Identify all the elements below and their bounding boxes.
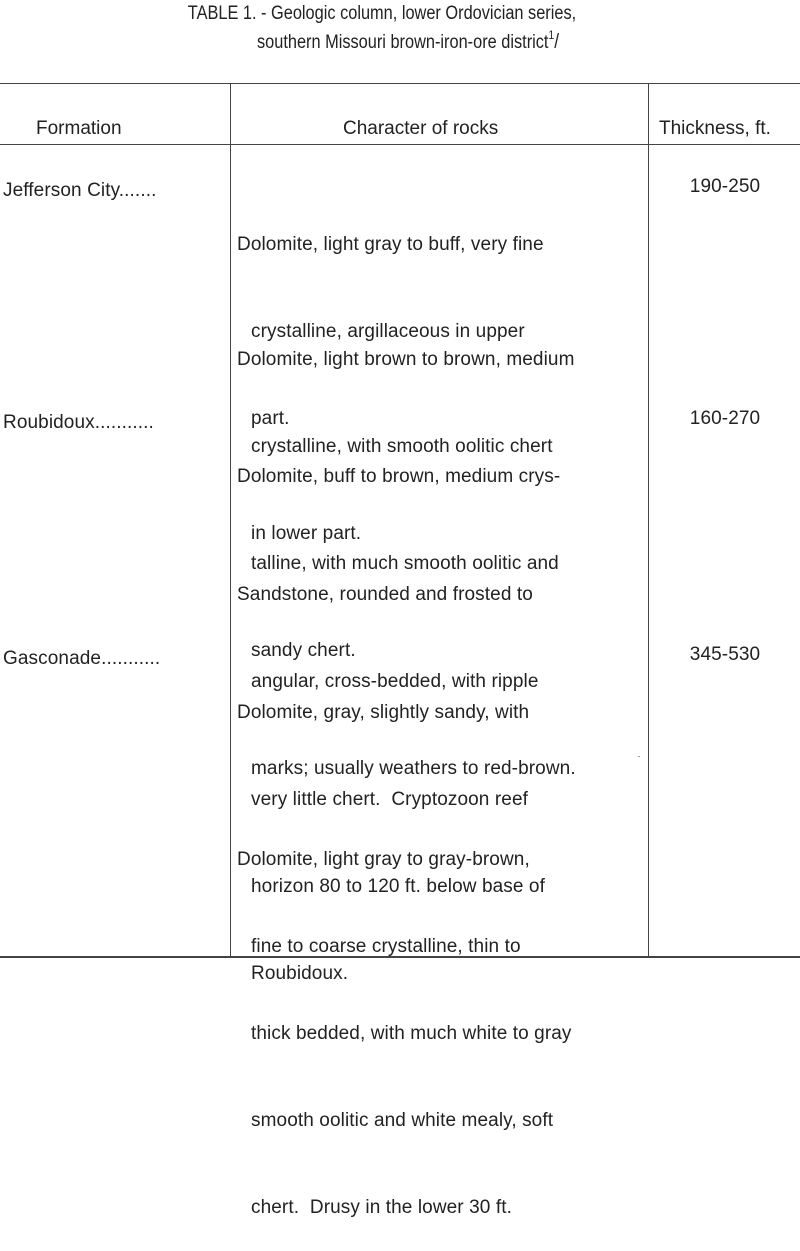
description-line: smooth oolitic and white mealy, soft [251,1110,554,1131]
description-line: chert. Drusy in the lower 30 ft. [251,1197,512,1218]
description-line: talline, with much smooth oolitic and [251,553,559,574]
description-gasconade-2 [237,787,572,1251]
thickness-gasconade: 345-530 [689,644,761,665]
table-top-rule [0,83,800,84]
footnote-marker: 1 [548,28,555,42]
description-line: part. [251,408,290,429]
description-line: marks; usually weathers to red-brown. [251,758,576,779]
description-line: Dolomite, buff to brown, medium crys- [237,466,561,487]
description-line: in lower part. [251,523,362,544]
formation-jefferson-city: Jefferson City....... [3,180,157,201]
description-line: angular, cross-bedded, with ripple [251,671,539,692]
table-title-line-1: TABLE 1. - Geologic column, lower Ordovician series, [187,3,577,24]
header-thickness: Thickness, ft. [659,118,771,139]
description-line: crystalline, with smooth oolitic chert [251,436,553,457]
description-line: very little chert. Cryptozoon reef [251,789,528,810]
description-line: thick bedded, with much white to gray [251,1023,572,1044]
description-line: fine to coarse crystalline, thin to [251,936,521,957]
description-line: Dolomite, gray, slightly sandy, with [237,702,530,723]
description-line: Sandstone, rounded and frosted to [237,584,533,605]
description-line: sandy chert. [251,640,356,661]
description-line: Dolomite, light brown to brown, medium [237,349,575,370]
table-title-district: southern Missouri brown-iron-ore district [256,32,549,53]
description-line: crystalline, argillaceous in upper [251,321,525,342]
scan-speck [638,756,640,757]
description-line: Dolomite, light gray to gray-brown, [237,849,530,870]
footnote-slash: / [554,31,560,53]
header-formation: Formation [36,118,122,139]
table-title-line-2 [64,30,752,56]
column-divider-1 [230,83,231,956]
formation-roubidoux: Roubidoux........... [3,412,154,433]
description-line: horizon 80 to 120 ft. below base of [251,876,545,897]
header-character-of-rocks: Character of rocks [343,118,499,139]
thickness-roubidoux: 160-270 [689,408,761,429]
formation-gasconade: Gasconade........... [3,648,161,669]
description-line: Roubidoux. [251,963,349,984]
column-divider-2 [648,83,649,956]
thickness-jefferson-city: 190-250 [689,176,761,197]
table-header-rule [0,144,800,145]
description-line: Dolomite, light gray to buff, very fine [237,234,544,255]
